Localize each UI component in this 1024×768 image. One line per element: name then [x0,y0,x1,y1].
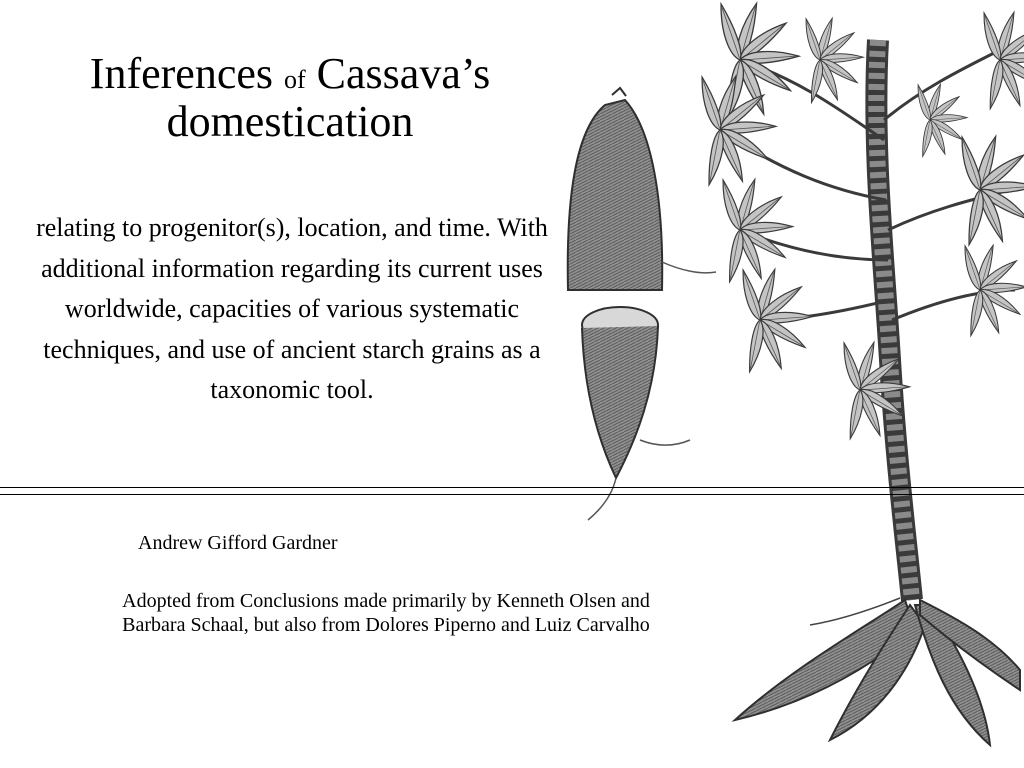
slide-title [30,50,550,147]
credits-text [36,589,736,637]
divider-line-top [0,487,1024,488]
title-word-of: of [284,65,306,94]
title-word-domestication: domestication [166,97,414,147]
credits-line-1: Adopted from Conclusions made primarily by Kenneth Olsen and [122,590,650,612]
leaves [698,2,1024,440]
title-word-cassava: Cassava’s [316,49,491,98]
author-name: Andrew Gifford Gardner [138,532,338,554]
root-cluster [735,598,1020,745]
divider-line-bottom [0,494,1024,495]
slide-subtitle: relating to progenitor(s), location, and time. With additional information regarding its current uses worldwide, capacities of various systematic techniques, and use of ancient starch grains as a taxonomic tool. [36,213,548,404]
credits-line-2: Barbara Schaal, but also from Dolores Piperno and Luiz Carvalho [122,614,650,636]
root-cut-lower [582,307,690,520]
title-word-inferences: Inferences [89,49,273,98]
root-cut-upper [568,88,716,290]
